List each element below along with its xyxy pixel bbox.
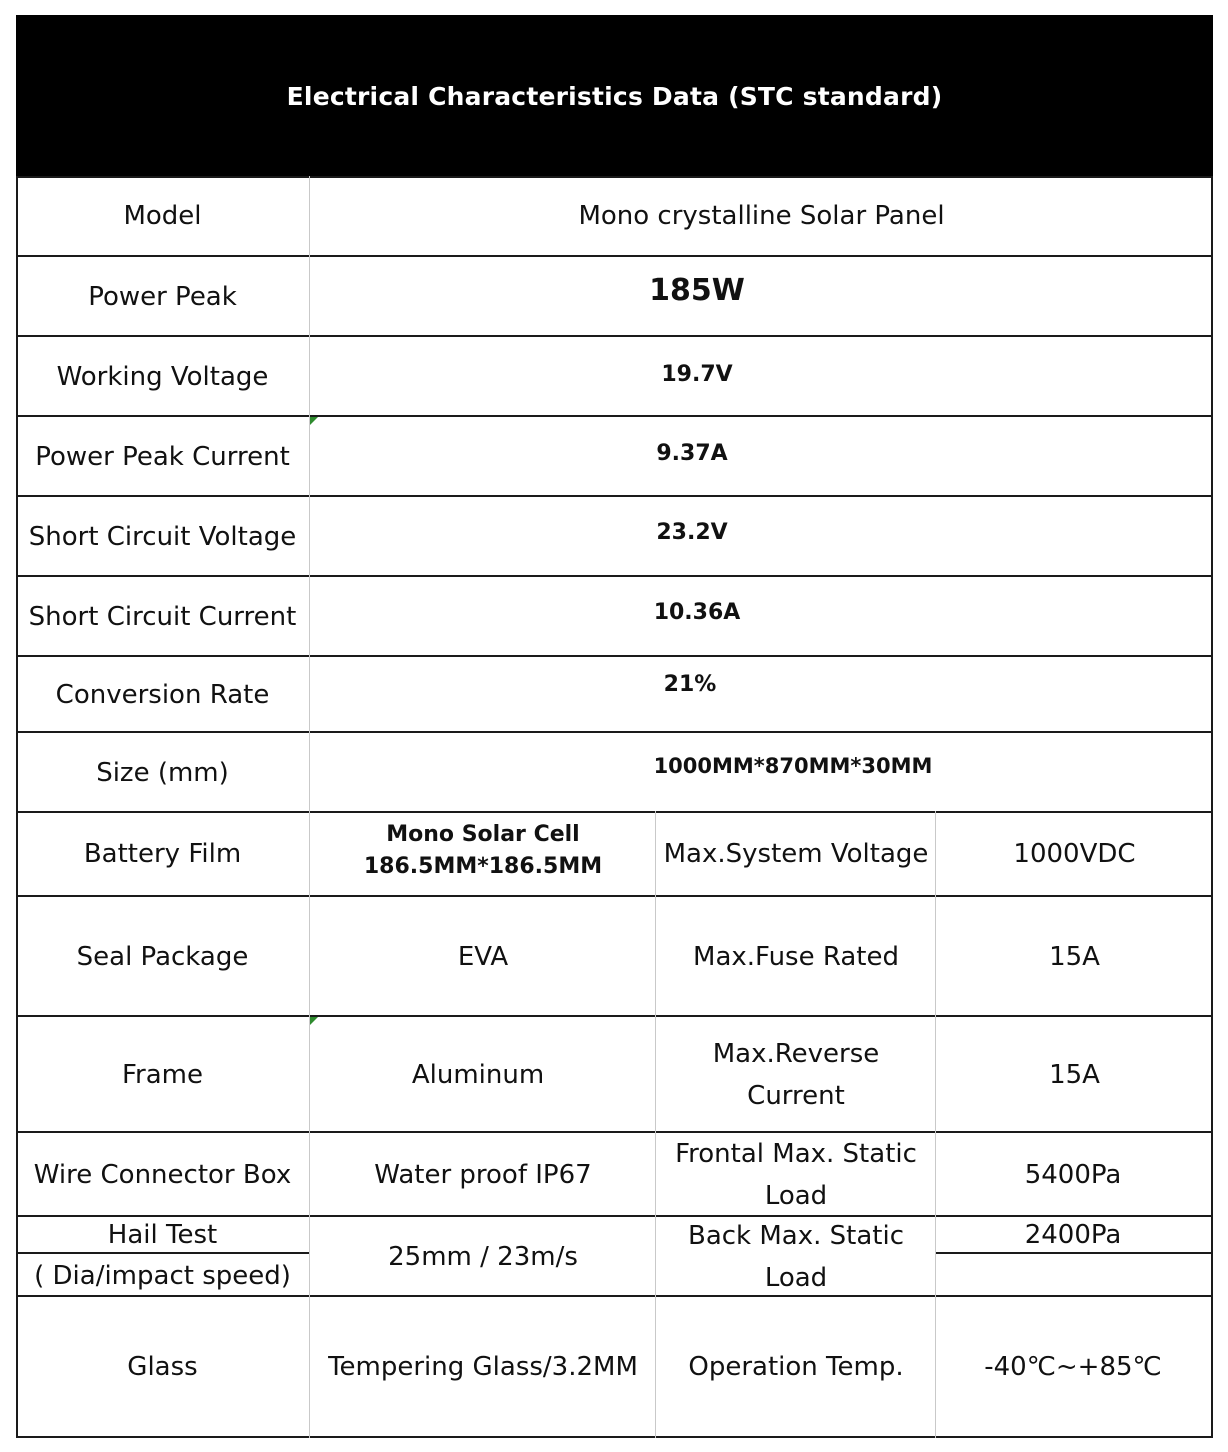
value-glass: Tempering Glass/3.2MM [328, 1352, 638, 1382]
label-glass: Glass [127, 1352, 198, 1382]
label-operation-temp: Operation Temp. [688, 1352, 904, 1382]
label-short-circuit-current: Short Circuit Current [28, 602, 297, 632]
label-max-reverse-current [656, 1017, 936, 1133]
value-power-peak-current: 9.37A [656, 441, 728, 466]
table-title: Electrical Characteristics Data (STC standard) [286, 81, 943, 111]
value-conversion-rate: 21% [663, 672, 717, 697]
value-working-voltage: 19.7V [661, 362, 733, 387]
value-size: 1000MM*870MM*30MM [653, 754, 933, 778]
value-seal-package: EVA [457, 942, 509, 972]
spec-table [16, 15, 1213, 1438]
value-model: Mono crystalline Solar Panel [578, 201, 945, 231]
frontal-load-line-2: Load [764, 1181, 828, 1211]
label-frame: Frame [121, 1060, 203, 1090]
value-wire-connector-box: Water proof IP67 [374, 1160, 592, 1190]
back-load-line-1: Back Max. Static [687, 1221, 904, 1251]
label-seal-package: Seal Package [76, 942, 249, 972]
label-short-circuit-voltage: Short Circuit Voltage [28, 522, 297, 552]
label-size: Size (mm) [96, 758, 229, 788]
label-hail-test-sub: ( Dia/impact speed) [34, 1261, 291, 1291]
value-frame: Aluminum [411, 1060, 545, 1090]
max-reverse-line-2: Current [747, 1081, 845, 1111]
label-model: Model [123, 201, 202, 231]
max-reverse-line-1: Max.Reverse [712, 1039, 880, 1069]
value-operation-temp: -40℃~+85℃ [984, 1352, 1162, 1382]
value-max-system-voltage: 1000VDC [1013, 839, 1136, 869]
value-max-reverse-current: 15A [1049, 1060, 1100, 1090]
back-load-line-2: Load [764, 1263, 828, 1293]
label-hail-test: Hail Test [107, 1220, 218, 1250]
label-battery-film: Battery Film [83, 839, 242, 869]
frontal-load-line-1: Frontal Max. Static [675, 1139, 917, 1169]
value-short-circuit-current: 10.36A [653, 600, 741, 625]
label-working-voltage: Working Voltage [56, 362, 269, 392]
value-max-fuse-rated: 15A [1049, 942, 1100, 972]
label-conversion-rate: Conversion Rate [55, 680, 270, 710]
label-power-peak: Power Peak [88, 282, 237, 312]
label-power-peak-current: Power Peak Current [35, 442, 290, 472]
value-power-peak: 185W [649, 273, 745, 308]
value-hail-test: 25mm / 23m/s [388, 1242, 578, 1272]
battery-film-line-1: Mono Solar Cell [386, 822, 580, 847]
value-battery-film [310, 813, 656, 889]
value-short-circuit-voltage: 23.2V [656, 520, 728, 545]
label-back-max-static-load [656, 1217, 936, 1297]
label-frontal-max-static-load [656, 1133, 936, 1217]
value-back-max-static-load: 2400Pa [1024, 1220, 1122, 1250]
label-max-system-voltage: Max.System Voltage [663, 839, 929, 869]
label-wire-connector-box: Wire Connector Box [33, 1160, 292, 1190]
label-max-fuse-rated: Max.Fuse Rated [693, 942, 899, 972]
table-header [16, 15, 1213, 177]
table-border-right [1211, 176, 1213, 1438]
battery-film-line-2: 186.5MM*186.5MM [363, 854, 603, 879]
value-frontal-max-static-load: 5400Pa [1024, 1160, 1122, 1190]
